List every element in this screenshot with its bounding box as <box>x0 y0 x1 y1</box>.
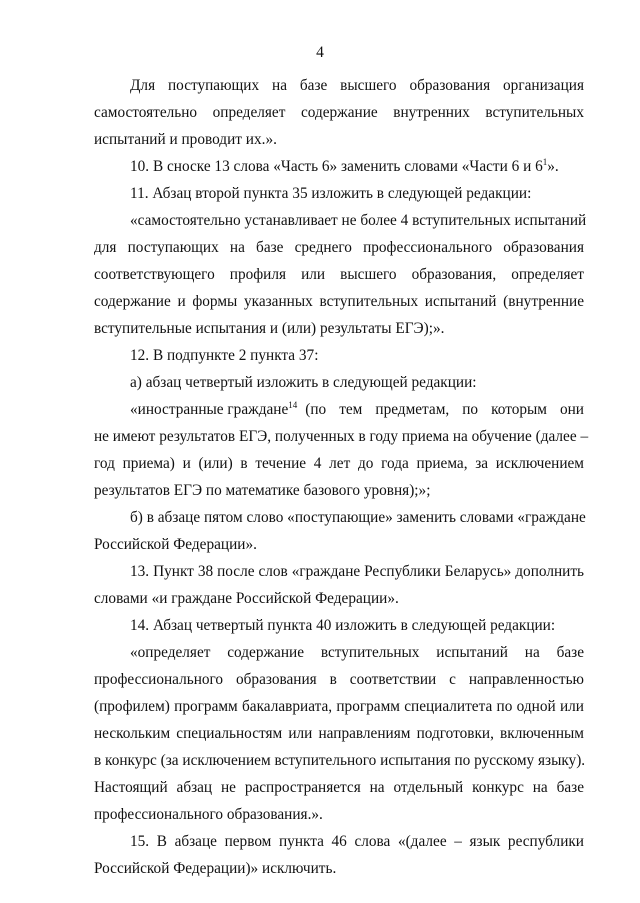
text-line: Российской Федерации». <box>94 536 257 553</box>
text-line: содержание и формы указанных вступительных испытаний (внутренние <box>94 293 584 310</box>
text-line: вступительные испытания и (или) результаты ЕГЭ);». <box>94 320 445 337</box>
text-line: год приема) и (или) в течение 4 лет до года приема, за исключением <box>94 455 584 472</box>
text-line: результатов ЕГЭ по математике базового уровня);»; <box>94 482 431 499</box>
text-line: Для поступающих на базе высшего образования организация <box>130 77 584 94</box>
text-line <box>94 397 584 423</box>
text-line: (профилем) программ бакалавриата, программ специалитета по одной или <box>94 698 584 715</box>
line-part: 10. В сноске 13 слова «Часть 6» заменить словами «Части 6 и 6 <box>130 158 543 175</box>
text-line: а) абзац четвертый изложить в следующей редакции: <box>130 374 477 391</box>
superscript: 14 <box>288 400 298 410</box>
text-line: в конкурс (за исключением вступительного испытания по русскому языку). <box>94 752 586 769</box>
text-line: испытаний и проводит их.». <box>94 131 277 148</box>
text-line: 14. Абзац четвертый пункта 40 изложить в следующей редакции: <box>130 617 556 634</box>
superscript: 1 <box>542 157 548 167</box>
text-line: нескольким специальностям или направлениям подготовки, включенным <box>94 725 584 742</box>
text-line: «определяет содержание вступительных испытаний на базе <box>130 644 584 661</box>
text-line: «самостоятельно устанавливает не более 4 вступительных испытаний <box>130 212 587 229</box>
line-part-text: «иностранные граждане <box>130 401 289 418</box>
text-line: не имеют результатов ЕГЭ, полученных в году приема на обучение (далее – <box>94 428 589 445</box>
text-line: профессионального образования.». <box>94 806 323 823</box>
text-line: Настоящий абзац не распространяется на отдельный конкурс на базе <box>94 779 584 796</box>
line-part <box>130 397 297 423</box>
line-part: (по тем предметам, по которым они <box>305 401 584 418</box>
text-line: 12. В подпункте 2 пункта 37: <box>130 347 319 364</box>
text-line: словами «и граждане Российской Федерации». <box>94 590 399 607</box>
text-line: Российской Федерации)» исключить. <box>94 860 337 877</box>
text-line: для поступающих на базе среднего профессионального образования <box>94 239 584 256</box>
text-line: б) в абзаце пятом слово «поступающие» заменить словами «граждане <box>130 509 586 526</box>
text-line: 15. В абзаце первом пункта 46 слова «(далее – язык республики <box>130 833 584 850</box>
text-line: соответствующего профиля или высшего образования, определяет <box>94 266 584 283</box>
text-line: самостоятельно определяет содержание внутренних вступительных <box>94 104 584 121</box>
text-line: 11. Абзац второй пункта 35 изложить в следующей редакции: <box>130 185 532 202</box>
text-line <box>94 154 584 180</box>
text-line: профессионального образования в соответствии с направленностью <box>94 671 584 688</box>
page-number: 4 <box>316 44 324 61</box>
line-part: ». <box>547 158 559 175</box>
text-line: 13. Пункт 38 после слов «граждане Республики Беларусь» дополнить <box>130 563 584 580</box>
